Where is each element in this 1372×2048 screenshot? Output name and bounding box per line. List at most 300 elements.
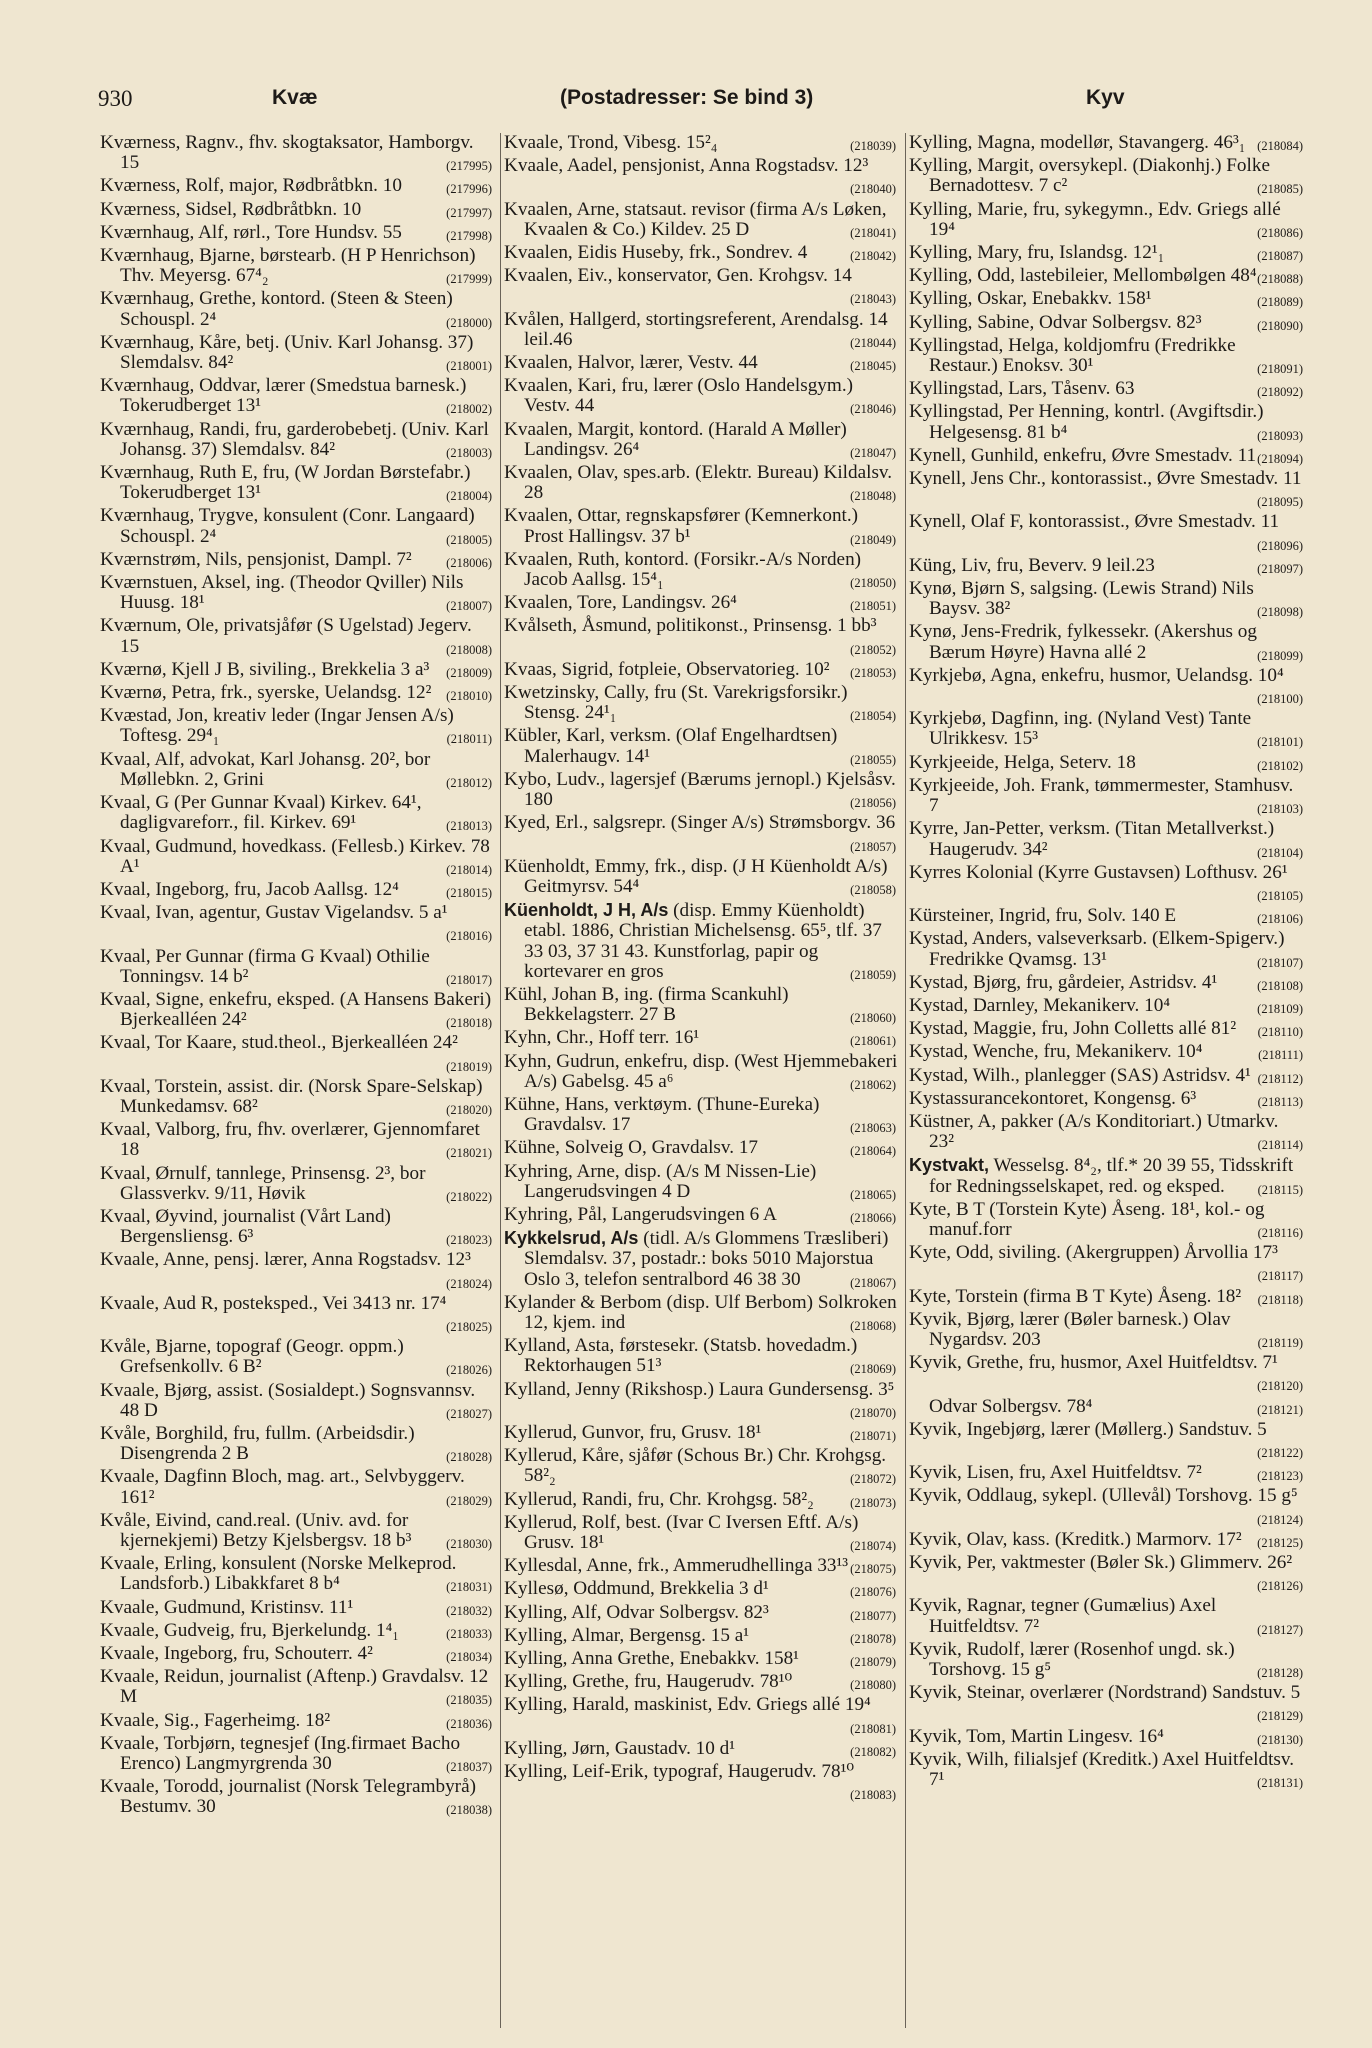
directory-entry (100, 133, 496, 176)
entry-phone-code: (218106) (1257, 912, 1303, 927)
entry-phone-code: (218055) (850, 752, 896, 767)
entry-text: Kyhring, Pål, Langerudsvingen 6 A (504, 1203, 777, 1225)
directory-entry (909, 1042, 1307, 1065)
entry-text: Kvåle, Bjarne, topograf (Geogr. oppm.) Grefsenkollv. 6 B² (100, 1336, 404, 1378)
entry-text: Kyrkjeeide, Joh. Frank, tømmermester, Stamhusv. 7 (909, 774, 1294, 817)
directory-entry (909, 469, 1307, 512)
directory-entry (909, 313, 1307, 336)
entry-text: (tidl. A/s Glommens Træsliberi) Slemdalsv. 37, postadr.: boks 5010 Majorstua Oslo 3, telefon sentralbord 46 38 30 (524, 1228, 889, 1290)
directory-entry (909, 133, 1307, 156)
entry-phone-code: (218121) (1257, 1402, 1303, 1417)
entry-text: Kvaalen, Halvor, lærer, Vestv. 44 (504, 352, 758, 374)
entry-text: Kvaalen, Eiv., konservator, Gen. Krohgsv. 14 (504, 265, 852, 287)
entry-phone-code: (217999) (446, 272, 492, 287)
directory-entry (909, 336, 1307, 379)
entry-phone-code: (218131) (1257, 1776, 1303, 1791)
entry-text: Küng, Liv, fru, Beverv. 9 leil.23 (909, 554, 1155, 576)
entry-text: Kvaale, Sig., Fagerheimg. 18² (100, 1709, 331, 1731)
entry-phone-code: (218103) (1257, 802, 1303, 817)
entry-phone-code: (218099) (1257, 648, 1303, 663)
entry-phone-code: (218008) (446, 642, 492, 657)
entry-text: Kürsteiner, Ingrid, fru, Solv. 140 E (909, 905, 1177, 927)
entry-phone-code: (218092) (1257, 385, 1303, 400)
directory-entry (504, 985, 900, 1028)
entry-phone-code: (218033) (446, 1626, 492, 1641)
entry-phone-code: (218067) (850, 1275, 896, 1290)
directory-entry (909, 1530, 1307, 1553)
entry-text: Kystad, Maggie, fru, John Colletts allé 81² (909, 1018, 1237, 1040)
entry-phone-code: (218077) (850, 1608, 896, 1623)
directory-entry (504, 1626, 900, 1649)
directory-entry (100, 420, 496, 463)
entry-text: Kværnstuen, Aksel, ing. (Theodor Qviller) Nils Huusg. 18¹ (100, 572, 464, 614)
directory-entry (100, 706, 496, 749)
entry-text: Kyvik, Per, vaktmester (Bøler Sk.) Glimmerv. 26² (909, 1552, 1293, 1573)
entry-text: Kværnstrøm, Nils, pensjonist, Dampl. 7² (100, 548, 412, 570)
entry-text: Kyrkjeeide, Helga, Seterv. 18 (909, 751, 1136, 773)
entry-phone-code: (218123) (1257, 1469, 1303, 1484)
directory-entry (504, 1138, 900, 1161)
entry-phone-code: (218022) (446, 1189, 492, 1204)
entry-text: Kyvik, Oddlaug, sykepl. (Ullevål) Torshovg. 15 g⁵ (909, 1485, 1298, 1507)
directory-entry (100, 573, 496, 616)
entry-phone-code: (218047) (850, 445, 896, 460)
header-center: (Postadresser: Se bind 3) (560, 86, 814, 109)
directory-entry (504, 660, 900, 683)
directory-entry (504, 1672, 900, 1695)
entry-text: Kvaale, Trond, Vibesg. 15²₄ (504, 133, 718, 153)
entry-phone-code: (218053) (850, 665, 896, 680)
entry-text: Kvaal, Signe, enkefru, eksped. (A Hansens Bakeri) Bjerkealléen 24² (100, 988, 492, 1031)
entry-text: Kværnhaug, Kåre, betj. (Univ. Karl Johansg. 37) Slemdalsv. 84² (100, 331, 474, 374)
directory-entry (504, 1603, 900, 1626)
entry-phone-code: (218085) (1257, 182, 1303, 197)
entry-text: Küenholdt, Emmy, frk., disp. (J H Küenholdt A/s) Geitmyrsv. 54⁴ (504, 855, 888, 897)
entry-phone-code: (218114) (1257, 1138, 1303, 1153)
entry-phone-code: (218020) (446, 1102, 492, 1117)
entry-text: Kvaal, Ingeborg, fru, Jacob Aallsg. 12⁴ (100, 878, 399, 900)
entry-text: Kvaale, Bjørg, assist. (Sosialdept.) Sognsvannsv. 48 D (100, 1379, 476, 1421)
entry-text: Kühne, Solveig O, Gravdalsv. 17 (504, 1137, 759, 1159)
entry-text: Kylling, Sabine, Odvar Solbergsv. 82³ (909, 311, 1202, 333)
entry-phone-code: (218000) (446, 315, 492, 330)
entry-text: Kyhn, Chr., Hoff terr. 16¹ (504, 1027, 700, 1049)
entry-text: Kystad, Wenche, fru, Mekanikerv. 10⁴ (909, 1041, 1203, 1063)
entry-phone-code: (218096) (1257, 538, 1303, 553)
entry-text: Kylling, Jørn, Gaustadv. 10 d¹ (504, 1737, 736, 1759)
entry-phone-code: (218016) (446, 929, 492, 944)
entry-text: Kyvik, Grethe, fru, husmor, Axel Huitfeldtsv. 7¹ (909, 1352, 1278, 1374)
entry-text: Kylling, Oskar, Enebakkv. 158¹ (909, 288, 1152, 310)
entry-phone-code: (218095) (1257, 495, 1303, 510)
entry-text: Kyhring, Arne, disp. (A/s M Nissen-Lie) Langerudsvingen 4 D (504, 1160, 817, 1202)
entry-phone-code: (218040) (850, 182, 896, 197)
entry-text: Kyllerud, Randi, fru, Chr. Krohgsg. 58²₂ (504, 1488, 814, 1510)
directory-entry (100, 1711, 496, 1734)
directory-entry (504, 1579, 900, 1602)
entry-text: Kyvik, Rudolf, lærer (Rosenhof ungd. sk.) Torshovg. 15 g⁵ (909, 1638, 1235, 1681)
directory-entry (100, 880, 496, 903)
entry-phone-code: (218007) (446, 599, 492, 614)
entry-phone-code: (218027) (446, 1406, 492, 1421)
directory-entry (909, 1750, 1307, 1793)
entry-text: Kylling, Anna Grethe, Enebakkv. 158¹ (504, 1648, 799, 1670)
entry-phone-code: (218100) (1257, 692, 1303, 707)
directory-entry (504, 813, 900, 856)
entry-text: Kvaalen, Ruth, kontord. (Forsikr.-A/s Norden) Jacob Aallsg. 15⁴₁ (504, 548, 862, 591)
directory-entry (909, 1310, 1307, 1353)
directory-entry (504, 726, 900, 769)
entry-phone-code: (218115) (1257, 1182, 1303, 1197)
entry-phone-code: (218006) (446, 555, 492, 570)
entry-text: Kylling, Leif-Erik, typograf, Haugerudv. 78¹⁰ (504, 1761, 855, 1783)
page-header (98, 86, 1270, 126)
directory-entry (100, 223, 496, 246)
entry-name-bold: Kykkelsrud, A/s (504, 1228, 639, 1249)
entry-text: Kyte, Odd, siviling. (Akergruppen) Årvollia 17³ (909, 1242, 1278, 1264)
directory-entry (100, 550, 496, 573)
directory-entry (100, 1207, 496, 1250)
entry-text: Kvaalen, Arne, statsaut. revisor (firma A/s Løken, Kvaalen & Co.) Kildev. 25 D (504, 198, 887, 240)
entry-text: Kystad, Darnley, Mekanikerv. 10⁴ (909, 994, 1171, 1016)
directory-entry (909, 1596, 1307, 1639)
directory-entry (100, 1164, 496, 1207)
entry-phone-code: (218004) (446, 489, 492, 504)
directory-entry (909, 200, 1307, 243)
entry-text: Kvaal, Ørnulf, tannlege, Prinsensg. 2³, bor Glassverkv. 9/11, Høvik (100, 1162, 426, 1204)
directory-entry (100, 176, 496, 199)
directory-entry (909, 819, 1307, 862)
entry-text: Odvar Solbergsv. 78⁴ (929, 1395, 1093, 1417)
entry-text: Kyllerud, Kåre, sjåfør (Schous Br.) Chr. Krohgsg. 58²₂ (504, 1445, 887, 1487)
entry-text: Kværnhaug, Bjarne, børstearb. (H P Henrichson) Thv. Meyersg. 67⁴₂ (100, 245, 476, 287)
directory-entry (909, 863, 1307, 906)
directory-entry (100, 1120, 496, 1163)
entry-phone-code: (218060) (850, 1011, 896, 1026)
directory-entry (504, 1695, 900, 1738)
entry-text: Kyllesdal, Anne, frk., Ammerudhellinga 33¹³ (504, 1555, 849, 1577)
entry-text: Kvålseth, Åsmund, politikonst., Prinsensg. 1 bb³ (504, 615, 877, 637)
entry-text: Kvaal, Per Gunnar (firma G Kvaal) Othilie Tonningsv. 14 b² (100, 945, 430, 987)
directory-entry (504, 200, 900, 243)
entry-text: Kynell, Olaf F, kontorassist., Øvre Smestadv. 11 (909, 511, 1280, 533)
entry-text: Kvaalen, Tore, Landingsv. 26⁴ (504, 592, 737, 614)
entry-phone-code: (218122) (1257, 1445, 1303, 1460)
entry-phone-code: (218128) (1257, 1666, 1303, 1681)
directory-entry (100, 793, 496, 836)
entry-text: Kværnhaug, Trygve, konsulent (Conr. Langaard) Schouspl. 2⁴ (100, 505, 475, 547)
directory-entry (100, 1467, 496, 1510)
directory-entry (504, 1762, 900, 1805)
entry-phone-code: (218068) (850, 1318, 896, 1333)
entry-phone-code: (218032) (446, 1603, 492, 1618)
entry-phone-code: (218087) (1257, 249, 1303, 264)
directory-entry (909, 1200, 1307, 1243)
entry-text: Kvaal, Øyvind, journalist (Vårt Land) Bergensliensg. 6³ (100, 1205, 391, 1248)
entry-phone-code: (218066) (850, 1210, 896, 1225)
directory-entry (909, 666, 1307, 709)
directory-entry (100, 1381, 496, 1424)
directory-entry (909, 1155, 1307, 1199)
directory-entry (504, 550, 900, 593)
entry-phone-code: (218056) (850, 796, 896, 811)
directory-entry (909, 243, 1307, 266)
column-2 (504, 133, 900, 2038)
entry-phone-code: (218102) (1257, 758, 1303, 773)
entry-phone-code: (218046) (850, 402, 896, 417)
directory-entry (100, 1734, 496, 1777)
entry-text: Kystad, Anders, valseverksarb. (Elkem-Spigerv.) Fredrikke Qvamsg. 13¹ (909, 928, 1285, 970)
entry-text: Kwetzinsky, Cally, fru (St. Varekrigsforsikr.) Stensg. 24¹₁ (504, 682, 848, 724)
entry-text: Kvåle, Eivind, cand.real. (Univ. avd. for kjernekjemi) Betzy Kjelsbergsv. 18 b³ (100, 1509, 412, 1551)
directory-entry (504, 1162, 900, 1205)
entry-text: Kübler, Karl, verksm. (Olaf Engelhardtsen) Malerhaugv. 14¹ (504, 725, 838, 767)
directory-entry (504, 900, 900, 985)
entry-text: Kvaalen, Kari, fru, lærer (Oslo Handelsgym.) Vestv. 44 (504, 375, 854, 417)
entry-text: Kynell, Gunhild, enkefru, Øvre Smestadv. 11 (909, 444, 1257, 466)
entry-text: Kvaale, Gudmund, Kristinsv. 11¹ (100, 1596, 354, 1618)
entry-phone-code: (218009) (446, 665, 492, 680)
directory-entry (100, 1033, 496, 1076)
directory-entry (504, 1228, 900, 1293)
entry-text: Kvaal, Gudmund, hovedkass. (Fellesb.) Kirkev. 78 A¹ (100, 835, 490, 877)
entry-phone-code: (218071) (850, 1428, 896, 1443)
directory-entry (100, 1621, 496, 1644)
entry-text: Kvaale, Ingeborg, fru, Schouterr. 4² (100, 1643, 373, 1665)
entry-text: Kylling, Grethe, fru, Haugerudv. 78¹⁰ (504, 1671, 793, 1693)
entry-phone-code: (218113) (1257, 1094, 1303, 1109)
entry-text: Kynell, Jens Chr., kontorassist., Øvre Smestadv. 11 (909, 468, 1302, 490)
entry-phone-code: (218116) (1257, 1225, 1303, 1240)
directory-entry (909, 1397, 1307, 1420)
entry-text: Kvæstad, Jon, kreativ leder (Ingar Jensen A/s) Toftesg. 29⁴₁ (100, 705, 454, 747)
directory-entry (100, 683, 496, 706)
directory-entry (100, 903, 496, 946)
entry-phone-code: (218064) (850, 1144, 896, 1159)
entry-phone-code: (218124) (1257, 1512, 1303, 1527)
entry-phone-code: (218013) (446, 819, 492, 834)
directory-entry (504, 420, 900, 463)
directory-entry (504, 1380, 900, 1423)
column-divider (500, 133, 501, 2028)
entry-phone-code: (218069) (850, 1362, 896, 1377)
entry-text: Kværnhaug, Grethe, kontord. (Steen & Steen) Schouspl. 2⁴ (100, 288, 453, 330)
directory-entry (909, 906, 1307, 929)
entry-phone-code: (218010) (446, 689, 492, 704)
entry-phone-code: (218030) (446, 1537, 492, 1551)
directory-entry (909, 1089, 1307, 1112)
entry-phone-code: (218084) (1257, 139, 1303, 153)
entry-text: Kyllingstad, Per Henning, kontrl. (Avgiftsdir.) Helgesensg. 81 b⁴ (909, 401, 1264, 443)
entry-phone-code: (218070) (850, 1405, 896, 1420)
entry-text: Kylling, Margit, oversykepl. (Diakonhj.) Folke Bernadottesv. 7 c² (909, 155, 1270, 197)
directory-entry (504, 1336, 900, 1379)
directory-entry (100, 200, 496, 223)
entry-phone-code: (218109) (1257, 1001, 1303, 1016)
entry-text: Kværnhaug, Ruth E, fru, (W Jordan Børstefabr.) Tokerudberget 13¹ (100, 462, 471, 504)
entry-phone-code: (218119) (1257, 1335, 1303, 1350)
entry-phone-code: (218107) (1257, 955, 1303, 970)
entry-text: Kyllesø, Oddmund, Brekkelia 3 d¹ (504, 1578, 769, 1600)
entry-phone-code: (218089) (1257, 295, 1303, 310)
directory-entry (100, 506, 496, 549)
directory-entry (909, 776, 1307, 819)
entry-phone-code: (218023) (446, 1233, 492, 1248)
entry-phone-code: (218088) (1257, 272, 1303, 287)
entry-phone-code: (218003) (446, 445, 492, 460)
entry-text: Kyllerud, Rolf, best. (Ivar C Iversen Eftf. A/s) Grusv. 18¹ (504, 1511, 859, 1553)
entry-phone-code: (218025) (446, 1319, 492, 1334)
entry-text: Kühne, Hans, verktøym. (Thune-Eureka) Gravdalsv. 17 (504, 1093, 820, 1136)
directory-entry (909, 556, 1307, 579)
entry-phone-code: (218093) (1257, 428, 1303, 443)
entry-phone-code: (218058) (850, 882, 896, 897)
entry-phone-code: (218038) (446, 1803, 492, 1818)
directory-entry (100, 376, 496, 419)
entry-text: Kyrre, Jan-Petter, verksm. (Titan Metallverkst.) Haugerudv. 34² (909, 818, 1275, 860)
entry-phone-code: (218063) (850, 1121, 896, 1136)
entry-phone-code: (218026) (446, 1363, 492, 1378)
directory-entry (100, 1644, 496, 1667)
entry-phone-code: (218108) (1257, 978, 1303, 993)
directory-entry (909, 1727, 1307, 1750)
entry-text: Kyvik, Wilh, filialsjef (Kreditk.) Axel Huitfeldtsv. 7¹ (909, 1748, 1295, 1791)
entry-text: Kvaale, Torodd, journalist (Norsk Telegrambyrå) Bestumv. 30 (100, 1776, 476, 1818)
entry-text: Kvaale, Erling, konsulent (Norske Melkeprod. Landsforb.) Libakkfaret 8 b⁴ (100, 1553, 457, 1595)
entry-text: Kvaale, Reidun, journalist (Aftenp.) Gravdalsv. 12 M (100, 1666, 489, 1708)
directory-entry (100, 1667, 496, 1710)
directory-entry (504, 156, 900, 199)
entry-text: Kvåle, Borghild, fru, fullm. (Arbeidsdir.) Disengrenda 2 B (100, 1422, 415, 1465)
entry-phone-code: (218050) (850, 576, 896, 591)
entry-text: Kyllingstad, Helga, koldjomfru (Fredrikke Restaur.) Enoksv. 30¹ (909, 334, 1236, 377)
entry-text: Kvaal, Torstein, assist. dir. (Norsk Spare-Selskap) Munkedamsv. 68² (100, 1075, 483, 1117)
entry-phone-code: (218019) (446, 1059, 492, 1074)
directory-entry (504, 1095, 900, 1138)
entry-phone-code: (218118) (1257, 1292, 1303, 1307)
directory-entry (100, 616, 496, 659)
directory-entry (100, 1337, 496, 1380)
entry-text: Kylland, Asta, førstesekr. (Statsb. hovedadm.) Rektorhaugen 51³ (504, 1335, 858, 1377)
directory-entry (100, 1777, 496, 1820)
directory-entry (100, 660, 496, 683)
entry-phone-code: (218041) (850, 225, 896, 240)
directory-entry (504, 1490, 900, 1513)
entry-phone-code: (218044) (850, 335, 896, 350)
entry-text: Kylland, Jenny (Rikshosp.) Laura Gundersensg. 3⁵ (504, 1378, 895, 1400)
entry-text: Kyllerud, Gunvor, fru, Grusv. 18¹ (504, 1421, 762, 1443)
directory-entry (909, 1683, 1307, 1726)
entry-phone-code: (218120) (1257, 1379, 1303, 1394)
entry-phone-code: (218073) (850, 1495, 896, 1510)
directory-entry (909, 1243, 1307, 1286)
directory-entry (909, 402, 1307, 445)
entry-text: Kværness, Rolf, major, Rødbråtbkn. 10 (100, 175, 402, 197)
entry-name-bold: Küenholdt, J H, A/s (504, 900, 669, 921)
entry-phone-code: (218130) (1257, 1732, 1303, 1747)
directory-entry (909, 1463, 1307, 1486)
header-left-word: Kvæ (272, 86, 318, 109)
entry-text: Kvaale, Aud R, posteksped., Vei 3413 nr. 17⁴ (100, 1292, 447, 1314)
entry-phone-code: (218072) (850, 1472, 896, 1487)
entry-phone-code: (218081) (850, 1721, 896, 1736)
entry-text: Kyhn, Gudrun, enkefru, disp. (West Hjemmebakeri A/s) Gabelsg. 45 a⁶ (504, 1050, 898, 1092)
entry-text: Küstner, A, pakker (A/s Konditoriart.) Utmarkv. 23² (909, 1110, 1279, 1153)
entry-text: Kyed, Erl., salgsrepr. (Singer A/s) Strømsborgv. 36 (504, 812, 896, 834)
entry-text: Kylling, Almar, Bergensg. 15 a¹ (504, 1624, 749, 1646)
directory-entry (504, 1423, 900, 1446)
entry-text: Wesselsg. 8⁴₂, tlf.* 20 39 55, Tidsskrift for Redningsselskapet, red. og eksped. (929, 1155, 1294, 1197)
entry-name-bold: Kystvakt, (909, 1155, 990, 1176)
entry-phone-code: (218021) (446, 1146, 492, 1161)
entry-phone-code: (218079) (850, 1655, 896, 1670)
directory-entry (909, 1353, 1307, 1396)
entry-text: Kybo, Ludv., lagersjef (Bærums jernopl.) Kjelsåsv. 180 (504, 768, 896, 811)
entry-phone-code: (218042) (850, 249, 896, 264)
entry-text: Kværnø, Kjell J B, siviling., Brekkelia 3 a³ (100, 658, 430, 680)
directory-entry (504, 616, 900, 659)
entry-phone-code: (218031) (446, 1580, 492, 1595)
directory-entry (504, 1205, 900, 1228)
directory-entry (504, 683, 900, 726)
entry-text: Kyvik, Steinar, overlærer (Nordstrand) Sandstuv. 5 (909, 1682, 1301, 1704)
entry-text: Kystad, Bjørg, fru, gårdeier, Astridsv. 4¹ (909, 971, 1218, 993)
entry-text: Kühl, Johan B, ing. (firma Scankuhl) Bekkelagsterr. 27 B (504, 983, 789, 1026)
entry-text: Kylling, Marie, fru, sykegymn., Edv. Griegs allé 19⁴ (909, 198, 1281, 240)
entry-phone-code: (218049) (850, 532, 896, 547)
directory-entry (504, 1052, 900, 1095)
entry-phone-code: (218086) (1257, 225, 1303, 240)
directory-entry (100, 990, 496, 1033)
entry-text: Kvaalen, Olav, spes.arb. (Elektr. Bureau) Kildalsv. 28 (504, 462, 893, 504)
entry-phone-code: (218091) (1257, 362, 1303, 377)
directory-entry (504, 1556, 900, 1579)
entry-phone-code: (218017) (446, 972, 492, 987)
entry-phone-code: (218039) (850, 139, 896, 153)
entry-phone-code: (218127) (1257, 1622, 1303, 1637)
directory-entry (100, 837, 496, 880)
column-1 (100, 133, 496, 2038)
directory-entry (909, 753, 1307, 776)
entry-text: Kylander & Berbom (disp. Ulf Berbom) Solkroken 12, kjem. ind (504, 1291, 897, 1333)
entry-phone-code: (218005) (446, 532, 492, 547)
entry-text: Kværnum, Ole, privatsjåfør (S Ugelstad) Jegerv. 15 (100, 615, 472, 657)
directory-entry (909, 1640, 1307, 1683)
entry-text: Kylling, Alf, Odvar Solbergsv. 82³ (504, 1601, 769, 1623)
entry-phone-code: (218057) (850, 839, 896, 854)
entry-text: Kvaale, Anne, pensj. lærer, Anna Rogstadsv. 12³ (100, 1249, 471, 1271)
entry-phone-code: (218117) (1257, 1269, 1303, 1284)
entry-text: Kyvik, Ragnar, tegner (Gumælius) Axel Huitfeldtsv. 7² (909, 1595, 1217, 1637)
directory-entry (909, 1553, 1307, 1596)
entry-phone-code: (218098) (1257, 605, 1303, 620)
directory-entry (100, 463, 496, 506)
directory-entry (504, 770, 900, 813)
entry-text: Kyvik, Lisen, fru, Axel Huitfeldtsv. 7² (909, 1462, 1202, 1484)
directory-entry (100, 1077, 496, 1120)
directory-entry (504, 266, 900, 309)
entry-text: Kyte, B T (Torstein Kyte) Åseng. 18¹, kol.- og manuf.forr (909, 1198, 1265, 1240)
entry-phone-code: (218043) (850, 292, 896, 307)
entry-text: Kvaale, Torbjørn, tegnesjef (Ing.firmaet Bacho Erenco) Langmyrgrenda 30 (100, 1732, 461, 1775)
directory-entry (504, 310, 900, 353)
entry-text: Kvaalen, Ottar, regnskapsfører (Kemnerkont.) Prost Hallingsv. 37 b¹ (504, 505, 859, 547)
entry-text: Kyvik, Bjørg, lærer (Bøler barnesk.) Olav Nygardsv. 203 (909, 1308, 1231, 1350)
directory-entry (909, 1420, 1307, 1463)
entry-text: (disp. Emmy Küenholdt) etabl. 1886, Christian Michelsensg. 65⁵, tlf. 37 33 03, 37 31 43. Kunstforlag, papir og kortevarer en gros (524, 900, 882, 982)
entry-text: Kvaale, Aadel, pensjonist, Anna Rogstadsv. 12³ (504, 155, 869, 177)
directory-entry (100, 246, 496, 289)
